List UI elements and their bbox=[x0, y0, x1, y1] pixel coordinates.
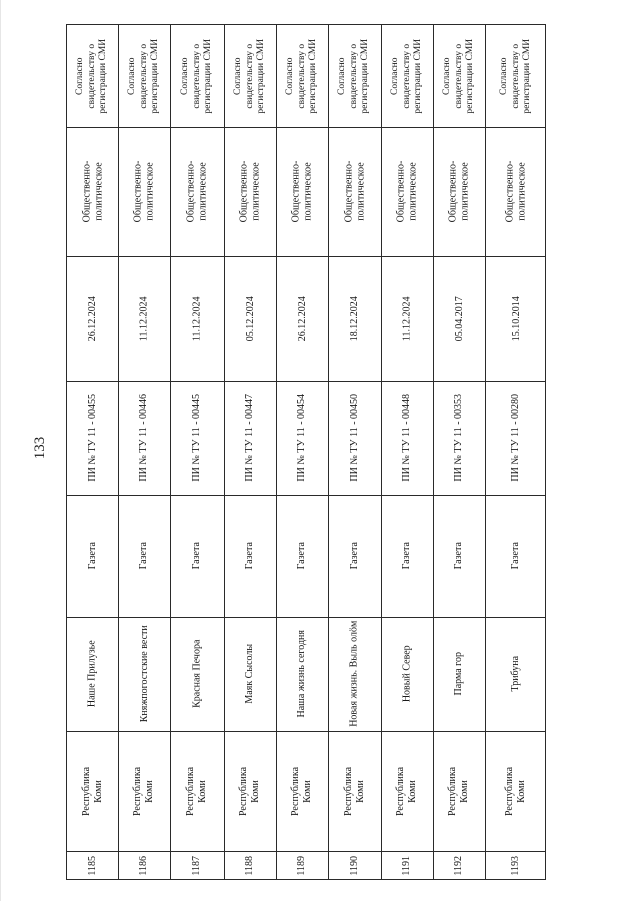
row-number-cell bbox=[224, 851, 276, 881]
title-cell bbox=[170, 617, 224, 731]
region-cell bbox=[224, 731, 276, 851]
scan-edge bbox=[0, 0, 1, 901]
date-text: 11.12.2024 bbox=[401, 296, 413, 341]
type-text: Газета bbox=[138, 542, 150, 570]
text-line: Общественно- bbox=[81, 160, 93, 223]
note-cell bbox=[224, 25, 276, 127]
region-text bbox=[238, 766, 261, 815]
topic-cell bbox=[328, 127, 381, 256]
text-line: Общественно- bbox=[343, 160, 355, 223]
region-cell bbox=[485, 731, 547, 851]
registration-cell bbox=[67, 381, 118, 495]
note-text bbox=[180, 39, 215, 114]
title-text: Наше Прилузье bbox=[86, 640, 98, 708]
text-line: свидетельству о bbox=[453, 43, 464, 109]
type-text: Газета bbox=[244, 542, 256, 570]
note-cell bbox=[381, 25, 433, 127]
text-line: Согласно bbox=[75, 57, 86, 95]
row-number-text: 1189 bbox=[296, 856, 308, 876]
row-number-text: 1193 bbox=[510, 856, 522, 876]
title-text: Красная Печора bbox=[191, 639, 203, 709]
registration-cell bbox=[118, 381, 170, 495]
date-cell bbox=[433, 256, 485, 381]
text-line: свидетельству о bbox=[244, 43, 255, 109]
text-line: политическое bbox=[144, 162, 156, 221]
type-text: Газета bbox=[191, 542, 203, 570]
row-number-cell bbox=[328, 851, 381, 881]
note-cell bbox=[328, 25, 381, 127]
text-line: политическое bbox=[250, 162, 262, 221]
text-line: Республика bbox=[395, 766, 407, 816]
text-line: Общественно- bbox=[504, 160, 516, 223]
type-cell bbox=[485, 495, 547, 617]
text-line: Коми bbox=[143, 779, 155, 803]
text-line: свидетельству о bbox=[348, 43, 359, 109]
text-line: Общественно- bbox=[185, 160, 197, 223]
text-line: Республика bbox=[80, 766, 92, 816]
registration-cell bbox=[170, 381, 224, 495]
date-text: 15.10.2014 bbox=[510, 296, 522, 341]
topic-text bbox=[504, 161, 527, 223]
topic-text bbox=[239, 161, 262, 223]
date-cell bbox=[328, 256, 381, 381]
topic-text bbox=[448, 161, 471, 223]
type-cell bbox=[381, 495, 433, 617]
topic-text bbox=[396, 161, 419, 223]
text-line: регистрации СМИ bbox=[360, 38, 371, 114]
date-cell bbox=[118, 256, 170, 381]
registry-table bbox=[66, 24, 546, 880]
text-line: регистрации СМИ bbox=[98, 38, 109, 114]
title-text: Трибуна bbox=[510, 656, 522, 692]
note-cell bbox=[276, 25, 328, 127]
registration-text: ПИ № ТУ 11 - 00447 bbox=[244, 394, 256, 482]
region-cell bbox=[170, 731, 224, 851]
title-cell bbox=[224, 617, 276, 731]
text-line: Согласно bbox=[232, 57, 243, 95]
text-line: свидетельству о bbox=[191, 43, 202, 109]
type-cell bbox=[118, 495, 170, 617]
title-cell bbox=[276, 617, 328, 731]
registration-cell bbox=[485, 381, 547, 495]
text-line: регистрации СМИ bbox=[307, 38, 318, 114]
type-text: Газета bbox=[296, 542, 308, 570]
topic-cell bbox=[433, 127, 485, 256]
registration-text: ПИ № ТУ 11 - 00450 bbox=[348, 394, 360, 482]
note-text bbox=[442, 39, 477, 114]
text-line: Согласно bbox=[179, 57, 190, 95]
registration-text: ПИ № ТУ 11 - 00455 bbox=[86, 394, 98, 482]
text-line: регистрации СМИ bbox=[202, 38, 213, 114]
note-text bbox=[337, 39, 372, 114]
text-line: регистрации СМИ bbox=[464, 38, 475, 114]
registration-text: ПИ № ТУ 11 - 00280 bbox=[510, 394, 522, 482]
region-text bbox=[343, 766, 366, 815]
note-cell bbox=[170, 25, 224, 127]
note-text bbox=[127, 39, 162, 114]
text-line: Республика bbox=[504, 766, 516, 816]
topic-cell bbox=[224, 127, 276, 256]
title-cell bbox=[485, 617, 547, 731]
text-line: Республика bbox=[342, 766, 354, 816]
topic-text bbox=[81, 161, 104, 223]
region-text bbox=[290, 766, 313, 815]
note-text bbox=[285, 39, 320, 114]
text-line: политическое bbox=[197, 162, 209, 221]
type-cell bbox=[328, 495, 381, 617]
text-line: политическое bbox=[302, 162, 314, 221]
title-text: Княжпогостские вести bbox=[138, 625, 150, 723]
title-text: Новый Север bbox=[401, 645, 413, 703]
date-text: 11.12.2024 bbox=[191, 296, 203, 341]
date-text: 26.12.2024 bbox=[296, 296, 308, 341]
region-cell bbox=[67, 731, 118, 851]
region-text bbox=[447, 766, 470, 815]
text-line: свидетельству о bbox=[401, 43, 412, 109]
region-cell bbox=[118, 731, 170, 851]
title-text: Парма гор bbox=[453, 652, 465, 696]
row-number-text: 1192 bbox=[453, 856, 465, 876]
row-number-text: 1185 bbox=[86, 856, 98, 876]
type-text: Газета bbox=[86, 542, 98, 570]
type-cell bbox=[170, 495, 224, 617]
text-line: Республика bbox=[447, 766, 459, 816]
date-cell bbox=[276, 256, 328, 381]
text-line: Коми bbox=[92, 779, 104, 803]
date-cell bbox=[224, 256, 276, 381]
type-cell bbox=[276, 495, 328, 617]
text-line: свидетельству о bbox=[510, 43, 521, 109]
type-text: Газета bbox=[510, 542, 522, 570]
text-line: Общественно- bbox=[238, 160, 250, 223]
registration-text: ПИ № ТУ 11 - 00353 bbox=[453, 394, 465, 482]
date-text: 05.12.2024 bbox=[244, 296, 256, 341]
registration-cell bbox=[381, 381, 433, 495]
text-line: политическое bbox=[354, 162, 366, 221]
registration-cell bbox=[276, 381, 328, 495]
region-text bbox=[504, 766, 527, 815]
text-line: Согласно bbox=[441, 57, 452, 95]
text-line: свидетельству о bbox=[296, 43, 307, 109]
region-cell bbox=[276, 731, 328, 851]
note-text bbox=[233, 39, 268, 114]
date-text: 26.12.2024 bbox=[86, 296, 98, 341]
date-text: 05.04.2017 bbox=[453, 296, 465, 341]
registration-text: ПИ № ТУ 11 - 00454 bbox=[296, 394, 308, 482]
text-line: Республика bbox=[290, 766, 302, 816]
text-line: Согласно bbox=[389, 57, 400, 95]
text-line: Коми bbox=[354, 779, 366, 803]
registration-cell bbox=[433, 381, 485, 495]
date-cell bbox=[170, 256, 224, 381]
topic-text bbox=[291, 161, 314, 223]
text-line: Общественно- bbox=[395, 160, 407, 223]
region-cell bbox=[328, 731, 381, 851]
topic-cell bbox=[485, 127, 547, 256]
text-line: регистрации СМИ bbox=[255, 38, 266, 114]
title-text: Маяк Сысолы bbox=[244, 644, 256, 704]
region-text bbox=[132, 766, 155, 815]
topic-cell bbox=[381, 127, 433, 256]
text-line: Коми bbox=[249, 779, 261, 803]
text-line: Согласно bbox=[284, 57, 295, 95]
date-cell bbox=[485, 256, 547, 381]
topic-text bbox=[343, 161, 366, 223]
text-line: Коми bbox=[406, 779, 418, 803]
row-number-cell bbox=[381, 851, 433, 881]
row-number-text: 1188 bbox=[244, 856, 256, 876]
note-cell bbox=[485, 25, 547, 127]
row-number-cell bbox=[170, 851, 224, 881]
type-cell bbox=[67, 495, 118, 617]
note-text bbox=[390, 39, 425, 114]
title-cell bbox=[67, 617, 118, 731]
topic-cell bbox=[170, 127, 224, 256]
row-number-text: 1190 bbox=[348, 856, 360, 876]
registration-text: ПИ № ТУ 11 - 00445 bbox=[191, 394, 203, 482]
registration-cell bbox=[328, 381, 381, 495]
note-text bbox=[75, 39, 110, 114]
row-number-cell bbox=[276, 851, 328, 881]
text-line: Коми bbox=[301, 779, 313, 803]
date-cell bbox=[67, 256, 118, 381]
note-text bbox=[499, 39, 534, 114]
text-line: Согласно bbox=[126, 57, 137, 95]
note-cell bbox=[118, 25, 170, 127]
type-text: Газета bbox=[453, 542, 465, 570]
text-line: свидетельству о bbox=[138, 43, 149, 109]
text-line: Республика bbox=[238, 766, 250, 816]
text-line: политическое bbox=[459, 162, 471, 221]
registration-text: ПИ № ТУ 11 - 00446 bbox=[138, 394, 150, 482]
text-line: свидетельству о bbox=[86, 43, 97, 109]
topic-text bbox=[186, 161, 209, 223]
topic-cell bbox=[118, 127, 170, 256]
page-number: 133 bbox=[32, 436, 48, 460]
type-cell bbox=[433, 495, 485, 617]
row-number-cell bbox=[485, 851, 547, 881]
text-line: Общественно- bbox=[447, 160, 459, 223]
region-text bbox=[395, 766, 418, 815]
text-line: Общественно- bbox=[290, 160, 302, 223]
text-line: регистрации СМИ bbox=[521, 38, 532, 114]
text-line: Общественно- bbox=[132, 160, 144, 223]
title-text: Новая жизнь. Выль олӧм bbox=[348, 620, 360, 728]
date-text: 18.12.2024 bbox=[348, 296, 360, 341]
text-line: Республика bbox=[185, 766, 197, 816]
region-text bbox=[185, 766, 208, 815]
text-line: политическое bbox=[407, 162, 419, 221]
text-line: Республика bbox=[132, 766, 144, 816]
text-line: регистрации СМИ bbox=[149, 38, 160, 114]
topic-text bbox=[133, 161, 156, 223]
title-text: Наша жизнь сегодня bbox=[296, 630, 308, 718]
row-number-text: 1191 bbox=[401, 856, 413, 876]
note-cell bbox=[67, 25, 118, 127]
row-number-text: 1186 bbox=[138, 856, 150, 876]
text-line: Коми bbox=[515, 779, 527, 803]
row-number-cell bbox=[433, 851, 485, 881]
registration-text: ПИ № ТУ 11 - 00448 bbox=[401, 394, 413, 482]
row-number-cell bbox=[118, 851, 170, 881]
type-text: Газета bbox=[401, 542, 413, 570]
text-line: Согласно bbox=[498, 57, 509, 95]
registration-cell bbox=[224, 381, 276, 495]
date-text: 11.12.2024 bbox=[138, 296, 150, 341]
topic-cell bbox=[276, 127, 328, 256]
text-line: Коми bbox=[196, 779, 208, 803]
text-line: политическое bbox=[92, 162, 104, 221]
title-cell bbox=[381, 617, 433, 731]
title-cell bbox=[433, 617, 485, 731]
row-number-text: 1187 bbox=[191, 856, 203, 876]
row-number-cell bbox=[67, 851, 118, 881]
text-line: Согласно bbox=[337, 57, 348, 95]
note-cell bbox=[433, 25, 485, 127]
region-text bbox=[81, 766, 104, 815]
text-line: Коми bbox=[458, 779, 470, 803]
region-cell bbox=[433, 731, 485, 851]
title-cell bbox=[328, 617, 381, 731]
date-cell bbox=[381, 256, 433, 381]
text-line: регистрации СМИ bbox=[412, 38, 423, 114]
type-cell bbox=[224, 495, 276, 617]
type-text: Газета bbox=[348, 542, 360, 570]
title-cell bbox=[118, 617, 170, 731]
topic-cell bbox=[67, 127, 118, 256]
text-line: политическое bbox=[515, 162, 527, 221]
region-cell bbox=[381, 731, 433, 851]
